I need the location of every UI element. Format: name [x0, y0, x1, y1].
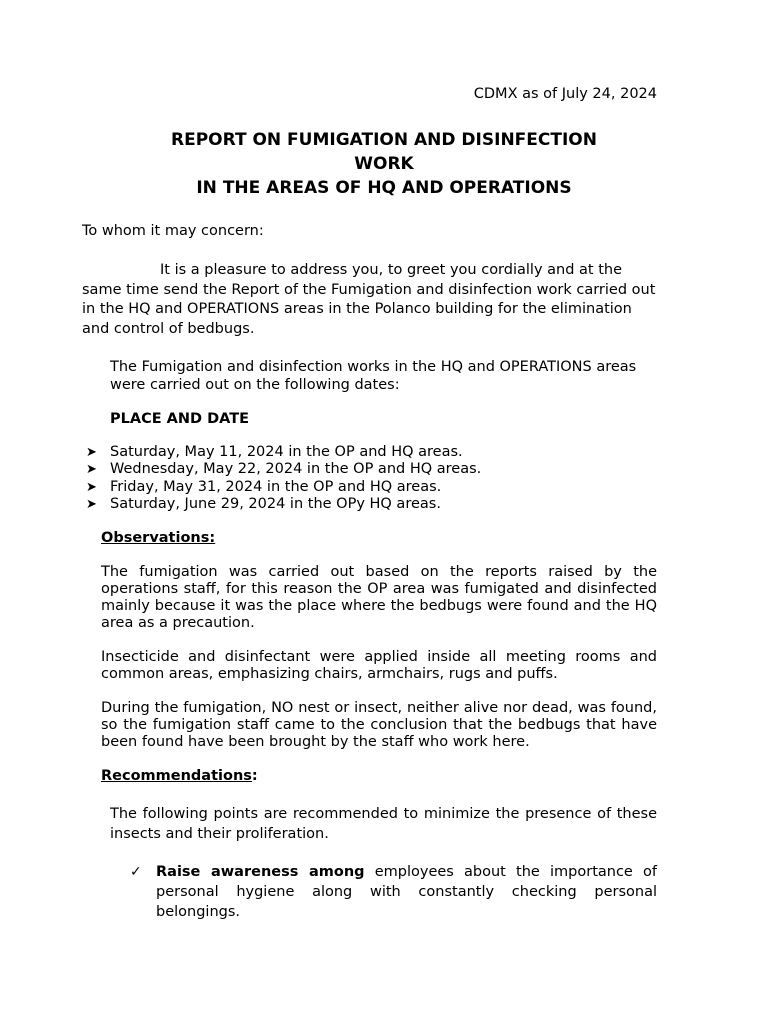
list-item: ➤ Friday, May 31, 2024 in the OP and HQ areas. [86, 478, 442, 495]
checkmark-icon: ✓ [130, 864, 142, 880]
arrow-bullet-icon: ➤ [86, 462, 97, 478]
observation-paragraph-2: Insecticide and disinfectant were applied inside all meeting rooms and common areas, emphasizing chairs, armchairs, rugs and puffs. [101, 649, 657, 682]
place-and-date-heading: PLACE AND DATE [110, 411, 250, 427]
recommendation-text: Raise awareness among employees about the importance of personal hygiene along with constantly checking personal belongings. [156, 864, 657, 920]
observations-heading: Observations: [101, 530, 216, 546]
salutation: To whom it may concern: [82, 223, 264, 239]
arrow-bullet-icon: ➤ [86, 445, 97, 460]
title-line-3: IN THE AREAS OF HQ AND OPERATIONS [196, 178, 572, 198]
list-item: ➤ Saturday, June 29, 2024 in the OPy HQ areas. [86, 495, 441, 512]
observation-paragraph-1: The fumigation was carried out based on the reports raised by the operations staff, for this reason the OP area was fumigated and disinfected mainly because it was the place where the bedbugs were found and the HQ area as a precaution. [101, 564, 657, 631]
observation-paragraph-3: During the fumigation, NO nest or insect, neither alive nor dead, was found, so the fumigation staff came to the conclusion that the bedbugs that have been found have been brought by the staff who work here. [101, 700, 657, 750]
recommendations-intro: The following points are recommended to minimize the presence of these insects and their proliferation. [110, 806, 657, 842]
arrow-bullet-icon: ➤ [86, 496, 97, 512]
list-item: ➤ Wednesday, May 22, 2024 in the OP and HQ areas. [86, 461, 482, 478]
arrow-bullet-icon: ➤ [86, 479, 97, 495]
report-title [82, 128, 686, 200]
recommendations-heading: Recommendations: [101, 768, 258, 784]
date-line: CDMX as of July 24, 2024 [473, 86, 657, 102]
dates-list [82, 444, 481, 513]
dates-intro: The Fumigation and disinfection works in the HQ and OPERATIONS areas were carried out on the following dates: [110, 359, 637, 393]
list-item: ➤ Saturday, May 11, 2024 in the OP and HQ areas. [86, 444, 463, 460]
title-line-2: WORK [354, 154, 414, 174]
intro-paragraph: It is a pleasure to address you, to greet you cordially and at the same time send the Report of the Fumigation and disinfection work carried out in the HQ and OPERATIONS areas in the Polanco building for the elimination and control of bedbugs. [82, 262, 656, 337]
title-line-1: REPORT ON FUMIGATION AND DISINFECTION [171, 130, 597, 150]
